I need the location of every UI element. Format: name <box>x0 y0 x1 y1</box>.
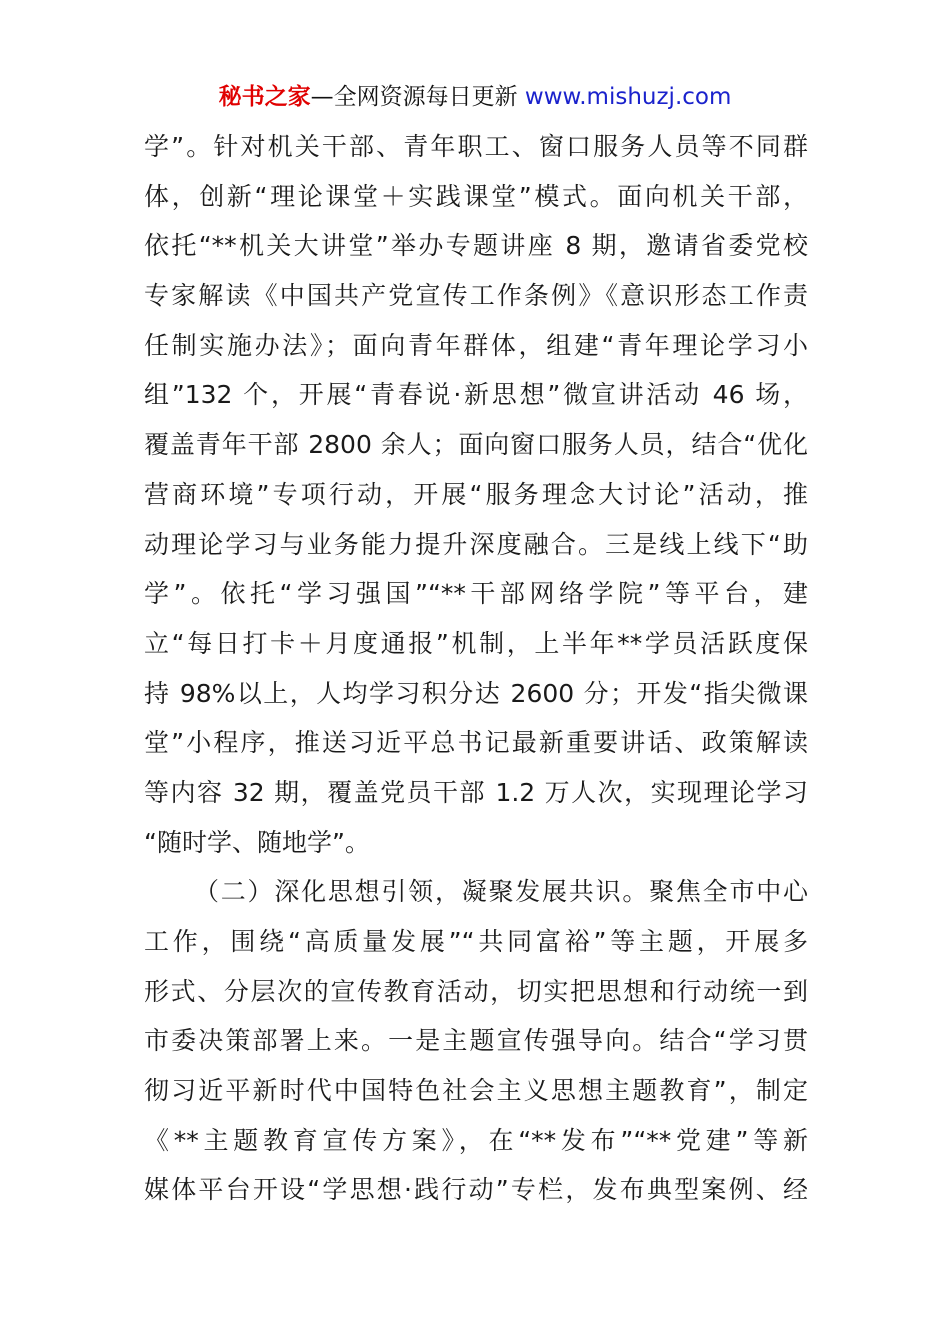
text-line: 市委决策部署上来。一是主题宣传强导向。结合“学习贯 <box>144 1026 808 1056</box>
paragraph-section-two <box>144 867 808 1215</box>
text-line: 覆盖青年干部 2800 余人；面向窗口服务人员，结合“优化 <box>144 430 808 460</box>
text-line: 任制实施办法》；面向青年群体，组建“青年理论学习小 <box>144 330 808 360</box>
text-line: 学”。针对机关干部、青年职工、窗口服务人员等不同群 <box>144 132 808 161</box>
text-line: 体，创新“理论课堂＋实践课堂”模式。面向机关干部， <box>144 181 808 211</box>
site-url-link[interactable]: www.mishuzj.com <box>524 84 732 110</box>
text-line: 工作，围绕“高质量发展”“共同富裕”等主题，开展多 <box>144 927 808 956</box>
paragraph-continued <box>144 122 808 867</box>
text-line: 立“每日打卡＋月度通报”机制，上半年**学员活跃度保 <box>144 628 808 658</box>
text-line: 动理论学习与业务能力提升深度融合。三是线上线下“助 <box>144 529 808 559</box>
text-line: 等内容 32 期，覆盖党员干部 1.2 万人次，实现理论学习 <box>144 777 808 807</box>
text-line: 营商环境”专项行动，开展“服务理念大讨论”活动，推 <box>144 479 808 509</box>
text-line: 持 98%以上，人均学习积分达 2600 分；开发“指尖微课 <box>144 678 808 708</box>
text-line: 彻习近平新时代中国特色社会主义思想主题教育”，制定 <box>144 1076 808 1106</box>
document-body <box>144 122 808 1215</box>
text-line: 堂”小程序，推送习近平总书记最新重要讲话、政策解读 <box>144 728 808 758</box>
text-line: 媒体平台开设“学思想·践行动”专栏，发布典型案例、经 <box>144 1175 808 1205</box>
text-line: 学”。依托“学习强国”“**干部网络学院”等平台，建 <box>144 579 808 609</box>
text-line: 专家解读《中国共产党宣传工作条例》《意识形态工作责 <box>144 281 808 311</box>
header-slogan: —全网资源每日更新 <box>310 84 518 110</box>
text-line: 形式、分层次的宣传教育活动，切实把思想和行动统一到 <box>144 976 808 1006</box>
text-line: 组”132 个，开展“青春说·新思想”微宣讲活动 46 场， <box>144 380 808 410</box>
text-line: 《**主题教育宣传方案》，在“**发布”“**党建”等新 <box>144 1125 808 1155</box>
text-line: “随时学、随地学”。 <box>144 827 370 857</box>
site-header <box>0 80 950 114</box>
section-heading-line: （二）深化思想引领，凝聚发展共识。聚焦全市中心 <box>194 877 808 907</box>
text-line: 依托“**机关大讲堂”举办专题讲座 8 期，邀请省委党校 <box>144 231 808 261</box>
brand-name: 秘书之家 <box>218 84 311 110</box>
